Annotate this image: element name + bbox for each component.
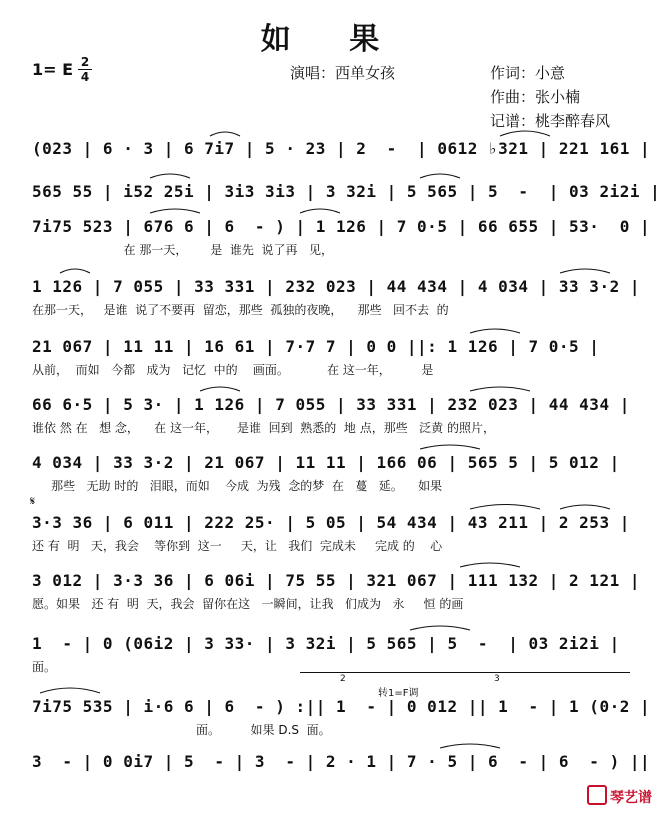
song-title: 如 果	[260, 22, 404, 57]
slur-arc	[470, 329, 520, 333]
slur-arc	[460, 563, 520, 567]
slur-arc	[560, 269, 610, 273]
time-signature-top: 2	[80, 55, 90, 69]
qinyipu-logo-icon	[587, 785, 607, 805]
slur-arc	[440, 744, 500, 748]
lyric-line: 在那一天， 是谁 说了不要再 留恋，那些 孤独的夜晚， 那些 回不去 的	[32, 303, 449, 317]
singer-credit: 演唱：西单女孩	[290, 64, 396, 82]
volta-3-label: 3	[494, 674, 500, 684]
lyric-line: 那些 无助 时的 泪眼，而如 今成 为残 念的梦 在 蔓 延。 如果	[32, 479, 443, 493]
transcriber-credit: 记谱：桃李醉春风	[490, 112, 611, 130]
notation-line: 21 067 | 11 11 | 16 61 | 7·7 7 | 0 0 ||: 1 126 | 7 0·5 |	[32, 337, 600, 356]
notation-line: 4 034 | 33 3·2 | 21 067 | 11 11 | 166 06 | 565 5 | 5 012 |	[32, 453, 620, 472]
notation-line: (023 | 6 · 3 | 6 7i7 | 5 · 23 | 2 - | 0612 ♭321 | 221 161 |	[32, 139, 651, 158]
slur-arc	[420, 174, 460, 178]
notation-line: 1 - | 0 (06i2 | 3 33· | 3 32i | 5 565 | 5 - | 03 2i2i |	[32, 634, 620, 653]
slur-arc	[60, 269, 90, 273]
lyric-line: 面。 如果 D.S 面。	[32, 723, 331, 737]
time-signature-bottom: 4	[80, 70, 90, 84]
slur-arc	[500, 131, 550, 136]
slur-arc	[150, 174, 190, 178]
slur-arc	[470, 505, 540, 510]
slur-arc	[150, 209, 200, 213]
slur-arc	[300, 209, 340, 213]
slur-arc	[210, 132, 240, 136]
segno-sign: 𝄋	[30, 494, 36, 508]
slur-arc	[470, 387, 530, 391]
slur-arc	[40, 688, 100, 693]
lyricist-credit: 作词：小意	[490, 64, 566, 82]
composer-credit: 作曲：张小楠	[490, 88, 581, 106]
key-signature: 1= E	[32, 60, 74, 79]
lyric-line: 谁依 然 在 想 念， 在 这一年， 是谁 回到 熟悉的 地 点，那些 泛黄 的照片，	[32, 421, 495, 435]
lyric-line: 在 那一天， 是 谁先 说了再 见，	[32, 243, 333, 257]
slur-arc	[420, 445, 480, 449]
volta-2-label: 2	[340, 674, 346, 684]
notation-line: 66 6·5 | 5 3· | 1 126 | 7 055 | 33 331 | 232 023 | 44 434 |	[32, 395, 630, 414]
lyric-line: 愿。如果 还 有 明 天，我会 留你在这 一瞬间，让我 们成为 永 恒 的画	[32, 597, 464, 611]
lyric-line: 从前， 而如 今都 成为 记忆 中的 画面。 在 这一年， 是	[32, 363, 434, 377]
lyric-line: 面。	[32, 660, 57, 674]
notation-line: 3 012 | 3·3 36 | 6 06i | 75 55 | 321 067 | 111 132 | 2 121 |	[32, 571, 640, 590]
watermark-text: 琴艺谱	[610, 790, 652, 806]
notation-line: 7i75 523 | 676 6 | 6 - ) | 1 126 | 7 0·5 | 66 655 | 53· 0 |	[32, 217, 651, 236]
modulation-note: 转1=F调	[378, 688, 419, 699]
slur-arc	[200, 387, 240, 391]
notation-line: 3·3 36 | 6 011 | 222 25· | 5 05 | 54 434 | 43 211 | 2 253 |	[32, 513, 630, 532]
slur-arc	[410, 626, 470, 630]
watermark-logo	[587, 785, 652, 807]
notation-line: 3 - | 0 0i7 | 5 - | 3 - | 2 · 1 | 7 · 5 | 6 - | 6 - ) ||	[32, 752, 651, 771]
slur-arc	[560, 505, 610, 509]
notation-line: 565 55 | i52 25i | 3i3 3i3 | 3 32i | 5 565 | 5 - | 03 2i2i |	[32, 182, 661, 201]
lyric-line: 还 有 明 天，我会 等你到 这一 天，让 我们 完成未 完成 的 心	[32, 539, 443, 553]
notation-line: 1 126 | 7 055 | 33 331 | 232 023 | 44 434 | 4 034 | 33 3·2 |	[32, 277, 640, 296]
notation-line: 7i75 535 | i·6 6 | 6 - ) :|| 1 - | 0 012 || 1 - | 1 (0·2 |	[32, 697, 651, 716]
